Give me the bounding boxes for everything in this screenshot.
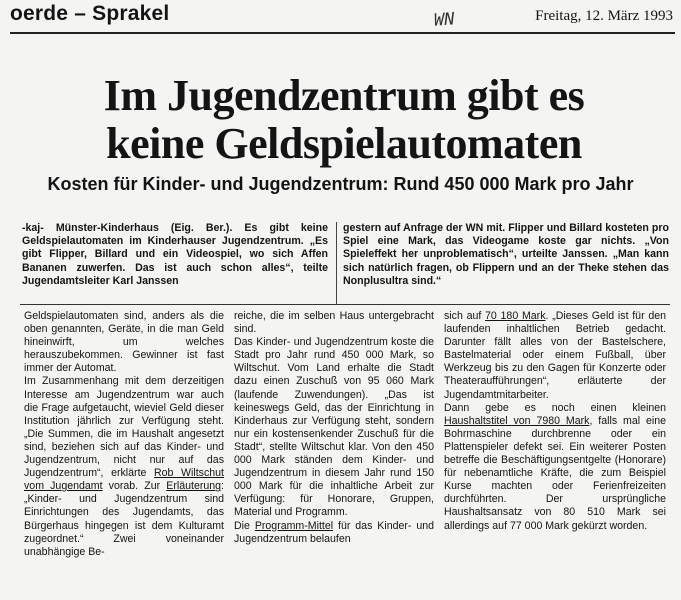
lead-column-1 xyxy=(22,222,328,288)
body-paragraph xyxy=(24,375,224,558)
headline-line-1: Im Jugendzentrum gibt es xyxy=(103,71,585,120)
text-run: Die xyxy=(234,519,255,532)
text-run: . „Dieses Geld ist für den laufenden inhaltlichen Betrieb gedacht. Darunter fällt alles von der Bastelschere, Bastelmaterial oder einem Fußball, über Werkzeug bis zu den Gagen für Konzerte oder Theateraufführungen“, erläuterte der Jugendamtmitarbeiter. xyxy=(444,310,667,401)
body-paragraph: reiche, die im selben Haus untergebracht sind. xyxy=(234,310,434,336)
lead-column-2 xyxy=(343,222,669,288)
lead-divider xyxy=(336,222,337,304)
body-paragraph: Das Kinder- und Jugendzentrum koste die Stadt pro Jahr rund 450 000 Mark, so Wiltschut. Vom Land erhalte die Stadt dazu einen Zuschuß von 95 060 Mark (laufende Zuwendungen). „Das ist keineswegs Geld, das der Einrichtung in Kinderhaus zur Verfügung steht, sondern nur ein kostensenkender Zuschuß für die Stadt“, stellte Wiltschut klar. Von den 450 000 Mark ständen dem Kinder- und Jugendzentrum in diesem Jahr rund 150 000 Mark für die inhaltliche Arbeit zur Verfügung: für Honorare, Gruppen, Material und Programm. xyxy=(234,336,434,519)
body-paragraph: Geldspielautomaten sind, anders als die oben genannten, Geräte, in die man Geld hineinwirft, um welches herauszubekommen. Gewinner ist fast immer der Automat. xyxy=(24,310,224,375)
underlined-word: Programm-Mittel xyxy=(254,519,334,532)
body-column-1 xyxy=(24,310,224,559)
headline-line-2: keine Geldspielautomaten xyxy=(106,119,582,168)
text-run: : „Kinder- und Jugendzentrum sind Einrichtungen des Jugendamts, das Bürgerhaus hingegen ist dem Kulturamt zugeordnet.“ Zwei voneinander unabhängige Be- xyxy=(24,480,224,558)
text-run: vorab. Zur xyxy=(102,480,167,493)
issue-date: Freitag, 12. März 1993 xyxy=(535,8,673,24)
underlined-word: Erläuterung xyxy=(166,480,222,493)
body-paragraph xyxy=(234,520,434,546)
masthead-rule xyxy=(10,32,675,34)
text-run: , falls mal eine Bohrmaschine durchbrenne oder ein Plattenspieler defekt sei. Ein weiterer Posten betreffe die Beschäftigungsentgelte (Honorare) für nebenamtliche Kräfte, die zum Beispiel Kurse machten oder Ferienfreizeiten durchführten. Der ursprüngliche Haushaltsansatz von 80 510 Mark sei allerdings auf 77 000 Mark gekürzt worden. xyxy=(444,414,666,532)
handwritten-stamp: WN xyxy=(433,9,456,31)
text-run: Dann gebe es noch einen kleinen xyxy=(444,401,666,414)
lead-paragraph-2: gestern auf Anfrage der WN mit. Flipper und Billard kosteten pro Spiel eine Mark, das Videogame koste gar nichts. „Von Spieleffekt her unproblematisch“, urteilte Janssen. „Man kann sich natürlich fragen, ob Flippern und an der Theke stehen das Nonplusultra sind.“ xyxy=(343,222,669,287)
text-run: für das Kinder- und Jugendzentrum belaufen xyxy=(234,519,435,545)
underlined-amount: 70 180 Mark xyxy=(485,310,546,322)
text-run: sich auf xyxy=(444,310,486,322)
lead-paragraph-1: -kaj- Münster-Kinderhaus (Eig. Ber.). Es gibt keine Geldspielautomaten im Kinderhauser Jugendzentrum. „Es gibt Flipper, Billard und ein Videospiel, wo sich Affen Bananen zuwerfen. Das ist auch schon alles“, teilte Jugendamtsleiter Karl Janssen xyxy=(22,222,328,287)
underlined-name: Rob Wiltschut vom Jugendamt xyxy=(24,467,224,493)
body-paragraph xyxy=(444,310,666,402)
body-column-2 xyxy=(234,310,434,546)
text-run: Im Zusammenhang mit dem derzeitigen Interesse am Jugendzentrum war auch die Frage aufgetaucht, wieviel Geld dieser Institution jährlich zur Verfügung steht. „Die Summen, die im Haushalt angesetzt sind, beziehen sich auf das Kinder- und Jugendzentrum, nicht nur auf das Jugendzentrum“, erklärte xyxy=(24,375,224,480)
subheadline: Kosten für Kinder- und Jugendzentrum: Rund 450 000 Mark pro Jahr xyxy=(47,174,634,194)
body-paragraph xyxy=(444,402,666,533)
underlined-title: Haushaltstitel von 7980 Mark xyxy=(444,414,590,427)
lead-rule xyxy=(20,304,670,305)
masthead xyxy=(10,2,675,32)
body-column-3 xyxy=(444,310,666,533)
headline xyxy=(14,72,674,168)
section-title: oerde – Sprakel xyxy=(10,2,170,25)
